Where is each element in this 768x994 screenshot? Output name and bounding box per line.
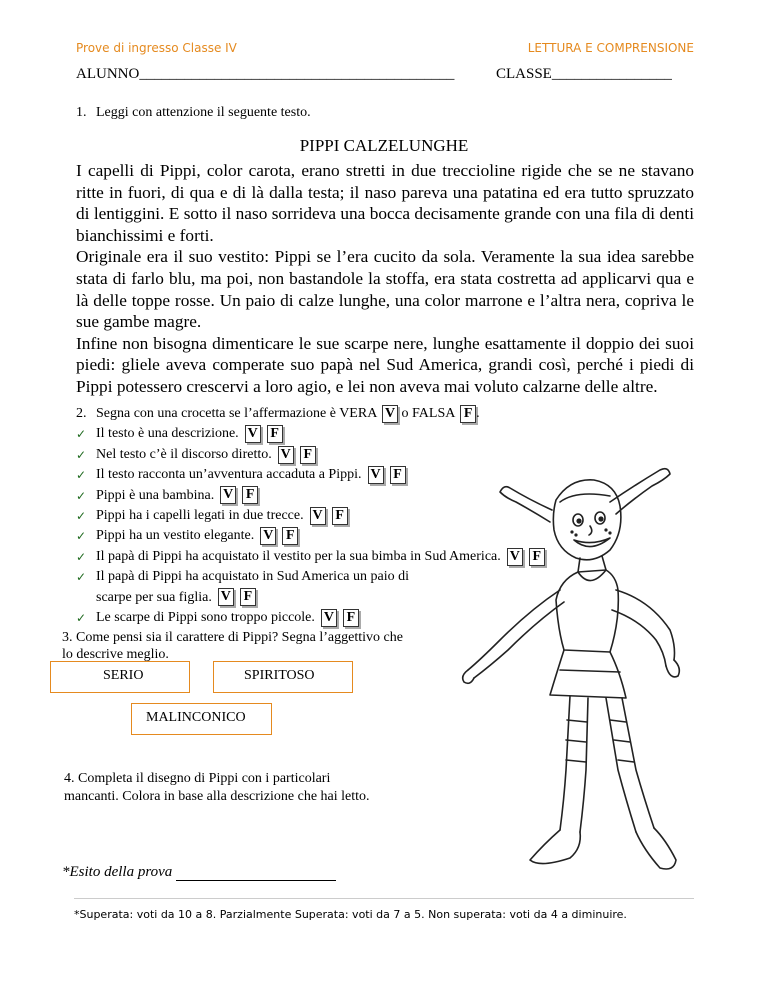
option-spiritoso[interactable] (213, 661, 353, 693)
true-checkbox[interactable]: V (260, 527, 276, 545)
option-label: SPIRITOSO (244, 668, 315, 683)
question-4-line: 4. Completa il disegno di Pippi con i particolari (64, 771, 331, 786)
header-left: Prove di ingresso Classe IV (76, 41, 237, 55)
or-text: o FALSA (401, 406, 455, 421)
check-icon: ✓ (76, 488, 87, 503)
question-4-line: mancanti. Colora in base alla descrizione che hai letto. (64, 789, 370, 804)
check-icon: ✓ (76, 447, 87, 462)
false-box: F (460, 405, 476, 423)
classe-field[interactable]: CLASSE________________ (496, 66, 672, 82)
question-3-line: 3. Come pensi sia il carattere di Pippi? Segna l’aggettivo che (62, 630, 403, 645)
false-checkbox[interactable]: F (242, 486, 258, 504)
statement-text: Pippi è una bambina. (96, 487, 215, 503)
statement-text: Il papà di Pippi ha acquistato in Sud America un paio di (96, 569, 409, 585)
check-icon: ✓ (76, 427, 87, 442)
check-icon: ✓ (76, 549, 87, 564)
check-icon: ✓ (76, 570, 87, 585)
story-paragraph: Originale era il suo vestito: Pippi se l’era cucito da sola. Veramente la sua idea sarebbe stata di farlo blu, ma poi, non bastandole la stoffa, era stata costretta ad applicarvi qua e là delle toppe rosse. Un paio di calze lunghe, una color marrone e l’altra nera, copriva le sue gambe magre. (76, 247, 694, 332)
check-icon: ✓ (76, 610, 87, 625)
true-checkbox[interactable]: V (321, 609, 337, 627)
false-checkbox[interactable]: F (529, 548, 545, 566)
esito-field[interactable] (176, 865, 336, 881)
statement-text: Il papà di Pippi ha acquistato il vestito per la sua bimba in Sud America. (96, 548, 501, 564)
false-checkbox[interactable]: F (282, 527, 298, 545)
true-checkbox[interactable]: V (507, 548, 523, 566)
statement-text: Il testo racconta un’avventura accaduta a Pippi. (96, 467, 362, 483)
story-paragraph: Infine non bisogna dimenticare le sue scarpe nere, lunghe esattamente il doppio dei suoi piedi: gliele aveva comperate suo papà nel Sud America, grandi così, perché i piedi di Pippi potessero crescervi a loro agio, e lei non aveva mai voluto calzarne delle altre. (76, 333, 694, 396)
false-checkbox[interactable]: F (343, 609, 359, 627)
period: . (476, 406, 480, 421)
question-2-intro (76, 404, 716, 424)
true-checkbox[interactable]: V (245, 425, 261, 443)
question-2-text: Segna con una crocetta se l’affermazione è VERA (96, 406, 377, 421)
option-malinconico[interactable] (131, 703, 272, 735)
check-icon: ✓ (76, 529, 87, 544)
header-right: LETTURA E COMPRENSIONE (527, 41, 694, 55)
true-checkbox[interactable]: V (220, 486, 236, 504)
true-checkbox[interactable]: V (310, 507, 326, 525)
statement-text: Pippi ha i capelli legati in due trecce. (96, 507, 304, 523)
statement-text: scarpe per sua figlia. (96, 589, 212, 605)
story-text (76, 160, 694, 398)
question-3-line: lo descrive meglio. (62, 647, 169, 662)
question-1-text: Leggi con attenzione il seguente testo. (96, 105, 311, 120)
footer-note: *Superata: voti da 10 a 8. Parzialmente Superata: voti da 7 a 5. Non superata: voti da 4 a diminuire. (74, 908, 627, 921)
false-checkbox[interactable]: F (267, 425, 283, 443)
false-checkbox[interactable]: F (390, 466, 406, 484)
question-1 (76, 105, 311, 121)
true-box: V (382, 405, 398, 423)
question-4 (64, 770, 444, 806)
option-label: SERIO (103, 668, 144, 683)
false-checkbox[interactable]: F (300, 446, 316, 464)
story-paragraph: I capelli di Pippi, color carota, erano stretti in due treccioline rigide che se ne stavano ritte in fuori, di qua e di là dalla testa; il naso pareva una patatina ed era tutto spruzzato di lentiggini. E sotto il naso sorrideva una bocca decisamente grande con una fila di denti bianchissimi e forti. (76, 161, 694, 245)
question-3 (62, 629, 462, 663)
option-serio[interactable] (50, 661, 190, 693)
question-1-number: 1. (76, 105, 87, 120)
false-checkbox[interactable]: F (332, 507, 348, 525)
option-label: MALINCONICO (146, 710, 246, 725)
true-checkbox[interactable]: V (278, 446, 294, 464)
statement-text: Pippi ha un vestito elegante. (96, 528, 255, 544)
true-checkbox[interactable]: V (218, 588, 234, 606)
alunno-field[interactable]: ALUNNO__________________________________________ (76, 66, 455, 82)
story-title: PIPPI CALZELUNGHE (299, 136, 469, 155)
footer-divider (74, 898, 694, 899)
statement-text: Il testo è una descrizione. (96, 426, 239, 442)
pippi-illustration (460, 440, 730, 880)
false-checkbox[interactable]: F (240, 588, 256, 606)
question-2-number: 2. (76, 406, 87, 421)
check-icon: ✓ (76, 468, 87, 483)
check-icon: ✓ (76, 508, 87, 523)
esito-label: *Esito della prova (62, 864, 173, 880)
true-checkbox[interactable]: V (368, 466, 384, 484)
statement-text: Le scarpe di Pippi sono troppo piccole. (96, 609, 315, 625)
esito-line (62, 864, 336, 881)
statement-text: Nel testo c’è il discorso diretto. (96, 446, 272, 462)
